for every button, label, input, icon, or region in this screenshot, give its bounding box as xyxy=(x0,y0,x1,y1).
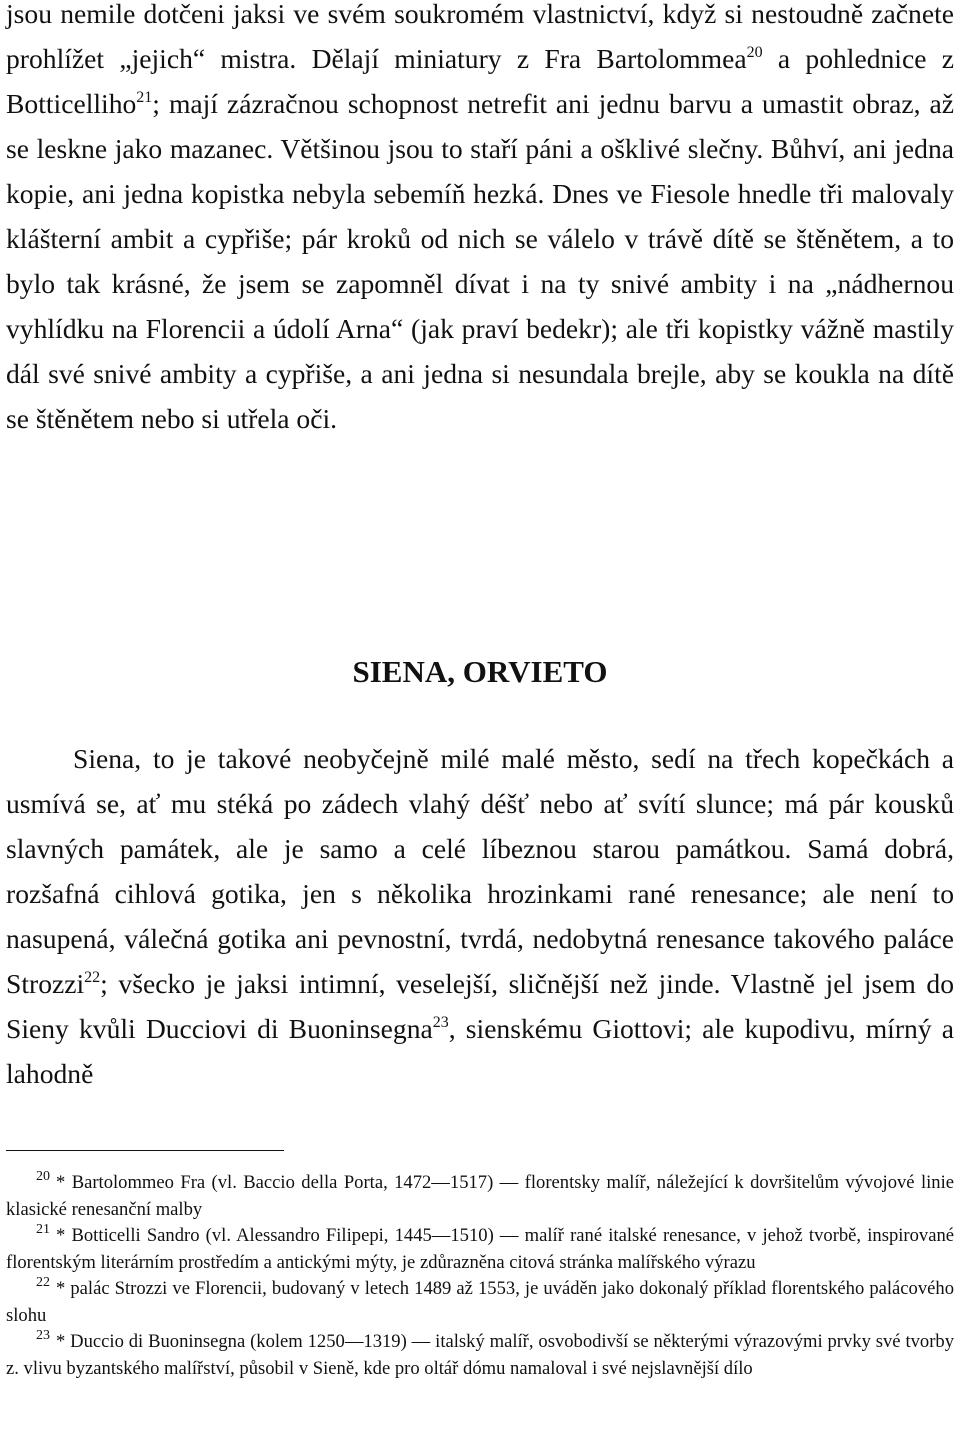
footnote-number: 23 xyxy=(36,1328,50,1343)
section-heading: SIENA, ORVIETO xyxy=(352,654,608,689)
footnote-ref[interactable]: 23 xyxy=(432,1014,449,1031)
footnote xyxy=(6,1223,954,1276)
body-paragraph xyxy=(6,736,954,1096)
footnote xyxy=(6,1276,954,1329)
footnote-separator xyxy=(6,1150,284,1151)
footnote-text: * Bartolommeo Fra (vl. Baccio della Porta, 1472—1517) — florentsky malíř, náležející k dovršitelům vývojové linie klasické renesanční malby xyxy=(6,1172,954,1220)
document-page xyxy=(6,0,954,1379)
paragraph-text: a pohlednice z Botticelliho xyxy=(6,43,954,119)
footnote xyxy=(6,1329,954,1382)
footnote-text: * Duccio di Buoninsegna (kolem 1250—1319) — italský malíř, osvobodivší se některými výrazovými prvky své tvorby z. vlivu byzantského malířství, působil v Sieně, kde pro oltář dómu namaloval i své nejslavnější dílo xyxy=(6,1331,954,1379)
paragraph-text: Siena, to je takové neobyčejně milé malé město, sedí na třech kopečkách a usmívá se, ať mu stéká po zádech vlahý déšť nebo ať svítí slunce; má pár kousků slavných památek, ale je samo a celé líbeznou starou památkou. Samá dobrá, rozšafná cihlová gotika, jen s několika hrozinkami rané renesance; ale není to nasupená, válečná gotika ani pevnostní, tvrdá, nedobytná renesance takového paláce Strozzi xyxy=(6,743,954,999)
footnote-text: * Botticelli Sandro (vl. Alessandro Filipepi, 1445—1510) — malíř rané italské renesance, v jehož tvorbě, inspirované florentským literárním prostředím a antickými mýty, je zdůrazněna citová stránka malířského výrazu xyxy=(6,1225,954,1273)
paragraph-text: , sienskému Giottovi; ale kupodivu, mírný a lahodně xyxy=(6,1013,954,1089)
footnote-ref[interactable]: 20 xyxy=(746,44,763,61)
footnote-number: 20 xyxy=(36,1169,50,1184)
footnotes xyxy=(6,1170,954,1382)
footnote-number: 21 xyxy=(36,1222,50,1237)
body-paragraph xyxy=(6,0,954,441)
footnote-ref[interactable]: 21 xyxy=(136,89,153,106)
footnote-number: 22 xyxy=(36,1275,50,1290)
paragraph-text: ; všecko je jaksi intimní, veselejší, sličnější než jinde. Vlastně jel jsem do Sieny kvůli Ducciovi di Buoninsegna xyxy=(6,968,954,1044)
footnote xyxy=(6,1170,954,1223)
footnote-text: * palác Strozzi ve Florencii, budovaný v letech 1489 až 1553, je uváděn jako dokonalý příklad florentského palácového slohu xyxy=(6,1278,954,1326)
paragraph-text: ; mají zázračnou schopnost netrefit ani jednu barvu a umastit obraz, až se leskne jako mazanec. Většinou jsou to staří páni a ošklivé slečny. Bůhví, ani jedna kopie, ani jedna kopistka nebyla sebemíň hezká. Dnes ve Fiesole hnedle tři malovaly klášterní ambit a cypřiše; pár kroků od nich se válelo v trávě dítě se štěnětem, a to bylo tak krásné, že jsem se zapomněl dívat i na ty snivé ambity i na „nádhernou vyhlídku na Florencii a údolí Arna“ (jak praví bedekr); ale tři kopistky vážně mastily dál své snivé ambity a cypřiše, a ani jedna si nesundala brejle, aby se koukla na dítě se štěnětem nebo si utřela oči. xyxy=(6,88,954,434)
footnote-ref[interactable]: 22 xyxy=(84,969,101,986)
paragraph-text: jsou nemile dotčeni jaksi ve svém soukromém vlastnictví, když si nestoudně začnete prohlížet „jejich“ mistra. Dělají miniatury z Fra Bartolommea xyxy=(6,0,954,74)
